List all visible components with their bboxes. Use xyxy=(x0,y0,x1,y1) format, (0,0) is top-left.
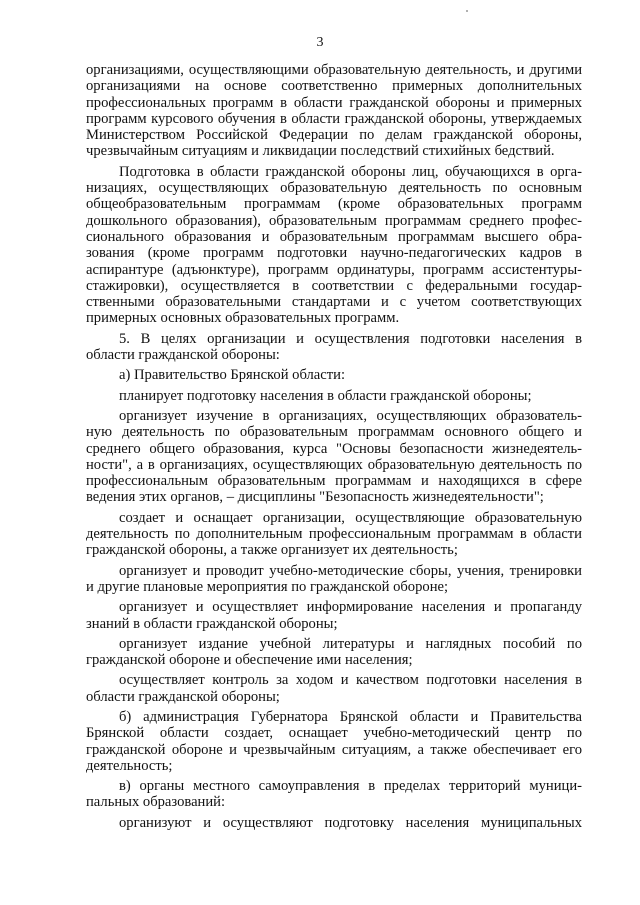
text-line: Подготовка в области гражданской обороны лиц, обучающихся в орга- xyxy=(119,163,582,180)
text-line: б) администрация Губернатора Брянской области и Правительства xyxy=(119,708,582,725)
text-line: стажировки), осуществляется в соответствии с федеральными государ- xyxy=(86,277,582,294)
text-line: профессиональным образовательным программам и находящихся в сфере xyxy=(86,473,582,490)
text-line: низациях, осуществляющих образовательную деятельность по основным xyxy=(86,180,582,197)
text-line: а) Правительство Брянской области: xyxy=(119,367,346,384)
page-number: 3 xyxy=(316,35,324,50)
text-line: зования (кроме программ подготовки научно-педагогических кадров в xyxy=(86,245,582,262)
text-line: деятельность; xyxy=(86,757,173,774)
text-line: организует и проводит учебно-методические сборы, учения, тренировки xyxy=(119,562,582,579)
text-line: области гражданской обороны; xyxy=(86,688,280,705)
text-line: сионального образования и образовательным программам высшего обра- xyxy=(86,228,582,245)
text-line: профессиональных программ в области гражданской обороны и примерных xyxy=(86,94,582,111)
text-line: пальных образований: xyxy=(86,794,226,811)
text-line: общеобразовательным программам (кроме образовательных программ xyxy=(86,196,582,213)
text-line: среднего общего образования, курса "Основы безопасности жизнедеятель- xyxy=(86,440,582,457)
text-line: создает и оснащает организации, осуществляющие образовательную xyxy=(119,509,582,526)
text-line: деятельность по дополнительным профессиональным программам в области xyxy=(86,526,582,543)
text-line: чрезвычайным ситуациям и ликвидации последствий стихийных бедствий. xyxy=(86,143,555,160)
text-line: организует и осуществляет информирование населения и пропаганду xyxy=(119,599,582,616)
text-line: организует изучение в организациях, осуществляющих образователь- xyxy=(119,407,582,424)
scan-dot xyxy=(466,10,468,12)
text-line: ведения этих органов, – дисциплины "Безопасность жизнедеятельности"; xyxy=(86,489,544,506)
text-line: области гражданской обороны: xyxy=(86,347,280,364)
text-line: Брянской области создает, оснащает учебно-методический центр по xyxy=(86,725,582,742)
text-line: организациями на основе соответственно примерных дополнительных xyxy=(86,78,582,95)
text-line: программ курсового обучения в области гражданской обороны, утверждаемых xyxy=(86,110,582,127)
text-line: организуют и осуществляют подготовку населения муниципальных xyxy=(119,814,582,831)
text-line: организациями, осуществляющими образовательную деятельность, и другими xyxy=(86,62,582,78)
text-line: гражданской обороне и обеспечение ими населения; xyxy=(86,652,413,669)
text-line: гражданской обороны, а также организует их деятельность; xyxy=(86,542,458,559)
text-line: гражданской обороне и чрезвычайным ситуациям, а также обеспечивает его xyxy=(86,741,582,758)
text-line: знаний в области гражданской обороны; xyxy=(86,615,338,632)
text-line: дошкольного образования), образовательным программам среднего профес- xyxy=(86,212,582,229)
text-line: аспирантуре (адъюнктуре), программ ординатуры, программ ассистентуры- xyxy=(86,261,582,278)
text-line: и другие плановые мероприятия по гражданской обороне; xyxy=(86,578,449,595)
text-line: ную деятельность по образовательным программам основного общего и xyxy=(86,424,582,441)
text-line: в) органы местного самоуправления в пределах территорий муници- xyxy=(119,778,582,795)
text-line: ности", а в организациях, осуществляющих образовательную деятельность по xyxy=(86,456,582,473)
text-line: примерных основных образовательных программ. xyxy=(86,310,400,327)
body-text xyxy=(86,62,582,831)
text-line: ственными образовательными стандартами и с учетом соответствующих xyxy=(86,294,582,311)
text-line: Министерством Российской Федерации по делам гражданской обороны, xyxy=(86,127,582,144)
text-line: 5. В целях организации и осуществления подготовки населения в xyxy=(119,330,582,347)
text-line: планирует подготовку населения в области гражданской обороны; xyxy=(119,387,532,404)
text-line: осуществляет контроль за ходом и качеством подготовки населения в xyxy=(119,672,582,689)
text-line: организует издание учебной литературы и наглядных пособий по xyxy=(119,635,582,652)
